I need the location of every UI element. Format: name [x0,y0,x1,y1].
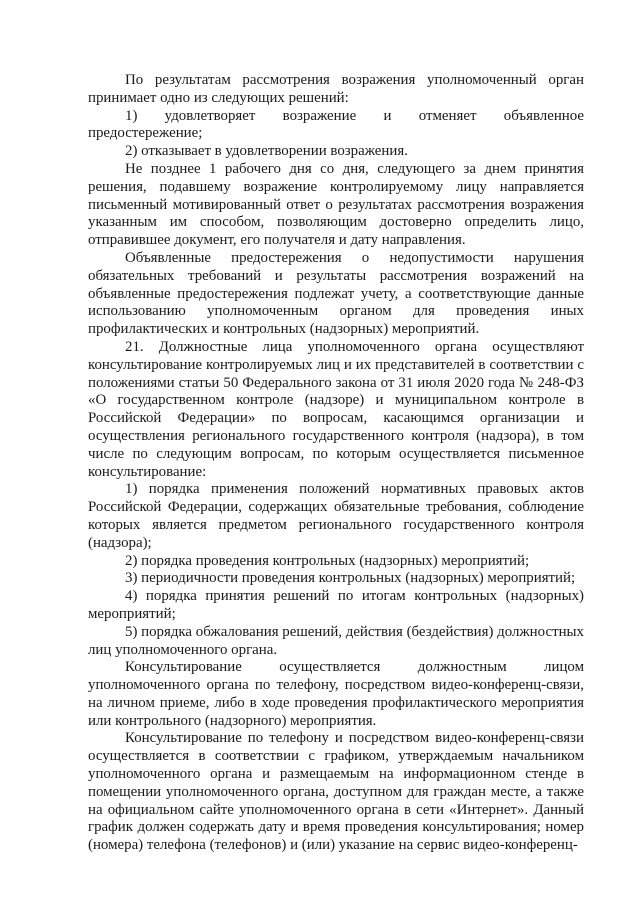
paragraph-decision-1: 1) удовлетворяет возражение и отменяет объявленное предостережение; [88,107,584,142]
paragraph-topic-5: 5) порядка обжалования решений, действия (бездействия) должностных лиц уполномоченного органа. [88,623,584,658]
paragraph-topic-4: 4) порядка принятия решений по итогам контрольных (надзорных) мероприятий; [88,588,584,622]
paragraph-topic-2: 2) порядка проведения контрольных (надзорных) мероприятий; [125,552,530,569]
paragraph-decision-2: 2) отказывает в удовлетворении возражения. [125,143,408,160]
paragraph-consultation-schedule: Консультирование по телефону и посредством видео-конференц-связи осуществляется в соответствии с графиком, утверждаемым начальником уполномоченного органа и размещаемым на информационном стенде в помещении уполномоченного органа, доступном для граждан месте, а также на официальном сайте уполномоченного органа в сети «Интернет». Данный график должен содержать дату и время проведения консультирования; номер (номера) телефона (телефонов) и (или) указание на сервис видео-конференц- [88,730,584,854]
paragraph-consultation-methods: Консультирование осуществляется должностным лицом уполномоченного органа по телефону, посредством видео-конференц-связи, на личном приеме, либо в ходе проведения профилактического мероприятия или контрольного (надзорного) мероприятия. [88,659,584,729]
paragraph-warnings-accounting: Объявленные предостережения о недопустимости нарушения обязательных требований и результаты рассмотрения возражений на объявленные предостережения подлежат учету, а соответствующие данные использованию уполномоченным органом для проведения иных профилактических и контрольных (надзорных) мероприятий. [88,249,584,338]
paragraph-topic-3: 3) периодичности проведения контрольных (надзорных) мероприятий; [125,570,576,587]
paragraph-response-deadline: Не позднее 1 рабочего дня со дня, следующего за днем принятия решения, подавшему возражение контролируемому лицу направляется письменный мотивированный ответ о результатах рассмотрения возражения указанным им способом, позволяющим достоверно определить лицо, отправившее документ, его получателя и дату направления. [88,160,584,249]
paragraph-section-21: 21. Должностные лица уполномоченного органа осуществляют консультирование контролируемых лиц и их представителей в соответствии с положениями статьи 50 Федерального закона от 31 июля 2020 года № 248-ФЗ «О государственном контроле (надзоре) и муниципальном контроле в Российской Федерации» по вопросам, касающимся организации и осуществления регионального государственного контроля (надзора), в том числе по следующим вопросам, по которым осуществляется письменное консультирование: [88,338,584,480]
paragraph-topic-1: 1) порядка применения положений нормативных правовых актов Российской Федерации, содержащих обязательные требования, соблюдение которых является предметом регионального государственного контроля (надзора); [88,481,584,551]
document-page [88,72,584,855]
paragraph-objection-decisions: По результатам рассмотрения возражения уполномоченный орган принимает одно из следующих решений: [88,72,584,106]
